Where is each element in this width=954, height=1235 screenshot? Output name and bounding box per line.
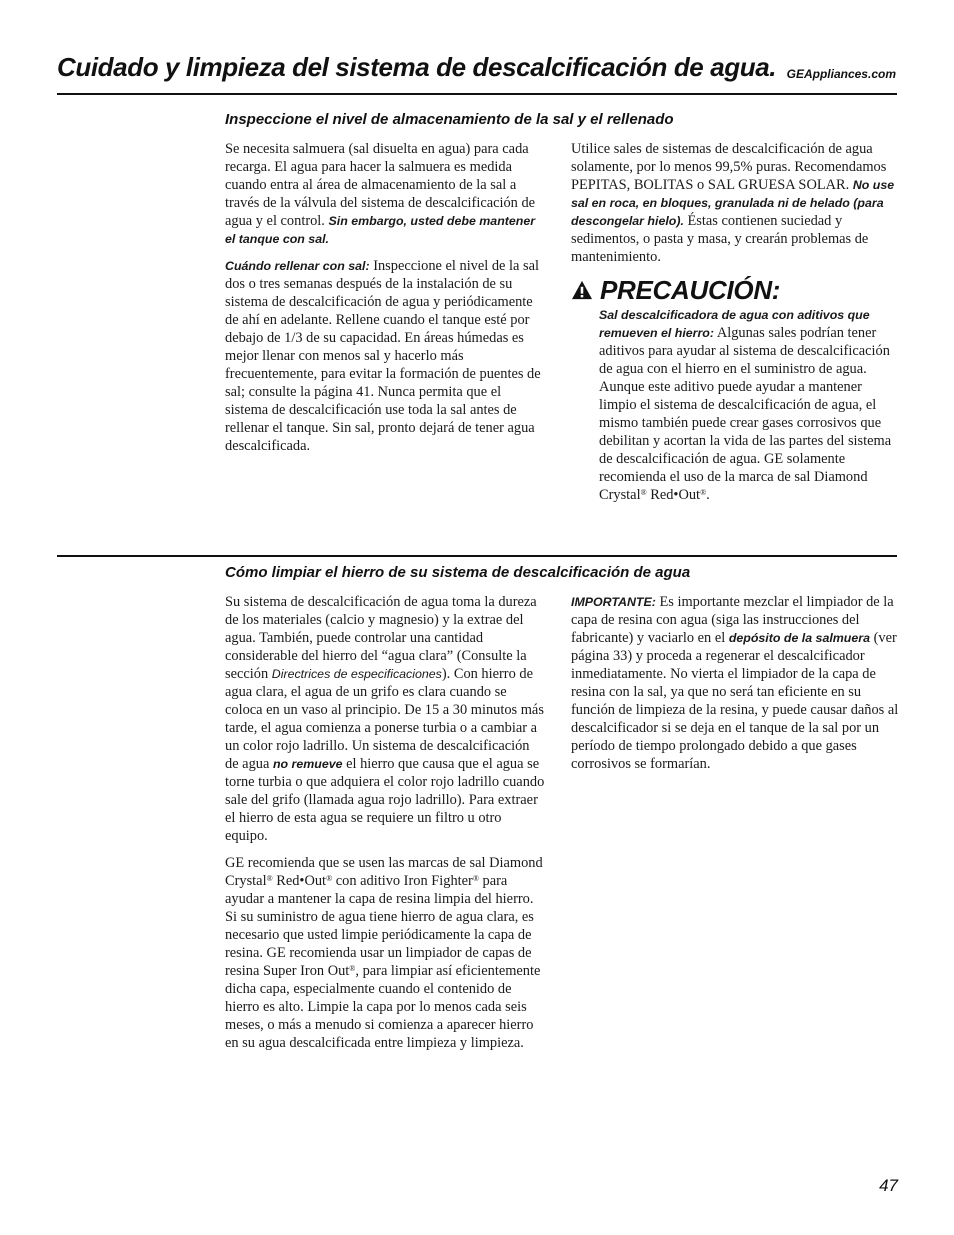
caution-body: Sal descalcificadora de agua con aditivos que remueven el hierro: Algunas sales podrían tener aditivos para ayudar al sistema de descalcificación de agua con el hierro en el suministro de agua. Aunque este aditivo puede ayudar a mantener limpio el sistema de descalcificación de agua, el mismo también puede crear gases corrosivos que debilitan y acortan la vida de las partes del sistema de descalcificación de agua. GE solamente recomienda el uso de la marca de sal Diamond Crystal® Red•Out®. <box>599 308 892 503</box>
refill-lead: Cuándo rellenar con sal: <box>225 259 370 273</box>
page-title: Cuidado y limpieza del sistema de descalcificación de agua. <box>57 52 777 82</box>
site-url: GEAppliances.com <box>786 67 896 81</box>
iron-right-column <box>571 593 899 782</box>
important-paragraph: IMPORTANTE: Es importante mezclar el limpiador de la capa de resina con agua (siga las instrucciones del fabricante) y vaciarlo en el depósito de la salmuera (ver página 33) y proceda a regenerar el descalcificador inmediatamente. No vierta el limpiador de la capa de resina con la sal, ya que no será tan eficiente en su función de limpieza de la resina, y puede causar daños al descalcificador si se deja en el tanque de la sal por un período de tiempo prolongado debido a que gases corrosivos se formarían. <box>571 594 899 772</box>
important-lead: IMPORTANTE: <box>571 595 656 609</box>
warning-triangle-icon <box>571 280 593 300</box>
caution-title: PRECAUCIÓN: <box>600 275 781 305</box>
iron-recommend-paragraph: GE recomienda que se usen las marcas de sal Diamond Crystal® Red•Out® con aditivo Iron Fighter® para ayudar a mantener la capa de resina limpia del hierro. Si su suministro de agua tiene hierro de agua clara, es necesario que usted limpie periódicamente la capa de resina. GE recomienda usar un limpiador de capas de resina Super Iron Out®, para limpiar así eficientemente dicha capa, especialmente cuando el contenido de hierro es alto. Limpie la capa por lo menos cada seis meses, o más a menudo si comienza a aparecer hierro en su agua descalcificada entre limpieza y limpieza. <box>225 855 543 1051</box>
section-heading-salt: Inspeccione el nivel de almacenamiento de la sal y el rellenado <box>225 111 674 128</box>
salt-intro-emphasis: Sin embargo, usted debe mantener el tanque con sal. <box>225 214 536 246</box>
header-rule <box>57 93 897 95</box>
caution-heading <box>571 275 899 305</box>
salt-type-paragraph: Utilice sales de sistemas de descalcificación de agua solamente, por lo menos 99,5% puras. Recomendamos PEPITAS, BOLITAS o SAL GRUESA SOLAR. No use sal en roca, en bloques, granulada ni de helado (para descongelar hielo). Éstas contienen suciedad y sedimentos, o pasta y masa, y crearán problemas de mantenimiento. <box>571 141 895 265</box>
caution-lead: Sal descalcificadora de agua con aditivos que remueven el hierro: <box>599 308 870 340</box>
spec-section-reference: Directrices de especificaciones <box>271 667 442 681</box>
iron-left-column <box>225 593 545 1061</box>
section-heading-iron: Cómo limpiar el hierro de su sistema de descalcificación de agua <box>225 564 691 581</box>
refill-paragraph: Cuándo rellenar con sal: Inspeccione el nivel de la sal dos o tres semanas después de la instalación de su sistema de descalcificación de agua y periódicamente de ahí en adelante. Rellene cuando el tanque esté por debajo de 1/3 de su capacidad. En áreas húmedas es mejor llenar con menos sal y hacerlo más frecuentemente, para evitar la formación de puentes de sal; consulte la página 41. Nunca permita que el sistema de descalcificación use toda la sal antes de rellenar el tanque. Sin sal, pronto dejará de tener agua descalcificada. <box>225 258 541 454</box>
salt-left-column <box>225 140 545 464</box>
brine-tank-emphasis: depósito de la salmuera <box>728 631 870 645</box>
salt-type-warning: No use sal en roca, en bloques, granulada ni de helado (para descongelar hielo). <box>571 178 895 228</box>
salt-right-column <box>571 140 899 504</box>
section-divider <box>57 555 897 557</box>
salt-intro-paragraph: Se necesita salmuera (sal disuelta en agua) para cada recarga. El agua para hacer la salmuera es medida cuando entra al área de almacenamiento de la sal a través de la válvula del sistema de descalcificación de agua y el control. Sin embargo, usted debe mantener el tanque con sal. <box>225 141 536 246</box>
no-remueve-emphasis: no remueve <box>272 757 343 771</box>
iron-intro-paragraph: Su sistema de descalcificación de agua toma la dureza de los materiales (calcio y magnesio) y la extrae del agua. También, puede controlar una cantidad considerable del hierro del “agua clara” (Consulte la sección Directrices de especificaciones). Con hierro de agua clara, el agua de un grifo es clara cuando se coloca en un vaso al principio. De 15 a 30 minutos más tarde, el agua comienza a ponerse turbia o a cambiar a un color rojo ladrillo. Un sistema de descalcificación de agua no remueve el hierro que causa que el agua se torne turbia o que adquiera el color rojo ladrillo cuando sale del grifo (llamada agua rojo ladrillo). Para extraer el hierro de esta agua se requiere un filtro u otro equipo. <box>225 594 545 844</box>
page-number: 47 <box>879 1176 898 1195</box>
